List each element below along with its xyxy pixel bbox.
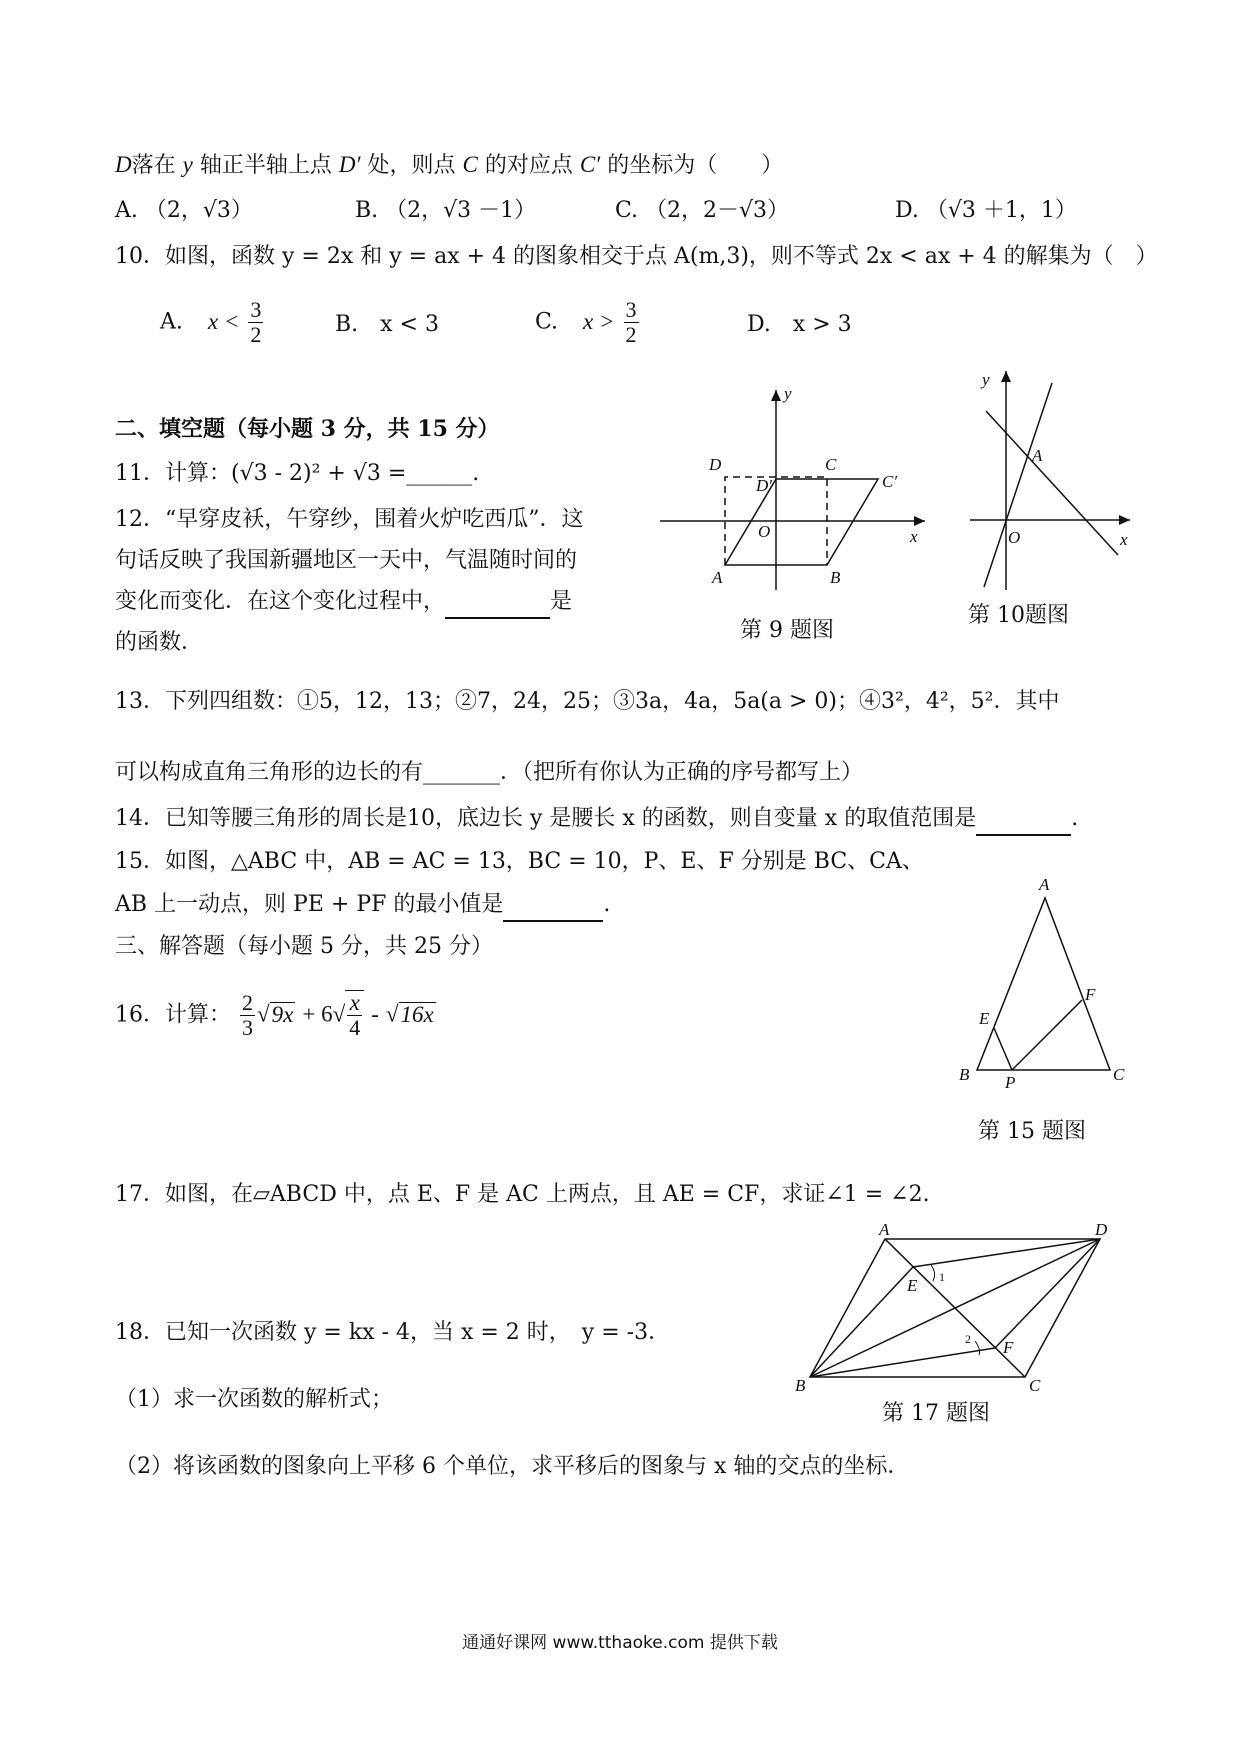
q17: 17．如图，在▱ABCD 中，点 E、F 是 AC 上两点，且 AE = CF，求证∠1 = ∠2.	[115, 1182, 930, 1207]
svg-text:F: F	[1085, 985, 1096, 1004]
q10-option-c: C. x > $\frac{3}{2}$	[535, 297, 637, 347]
q14: 14．已知等腰三角形的周长是10，底边长 y 是腰长 x 的函数，则自变量 x 的取值范围是 .	[115, 804, 1078, 836]
svg-text:D: D	[1095, 1220, 1108, 1239]
q9-option-d: D. （√3 ＋1，1）	[895, 198, 1077, 223]
q16: 16．计算： $\frac{2}{3}$ √9x + 6√ $\frac{x}{4}$ - √16x	[115, 990, 434, 1040]
q15-line1: 15．如图，△ABC 中，AB = AC = 13，BC = 10，P、E、F 分别是 BC、CA、	[115, 849, 924, 874]
fraction-3-2: $\frac{3}{2}$	[625, 297, 637, 347]
q10-option-a: A. x < $\frac{3}{2}$	[160, 297, 262, 347]
q10-stem: 10．如图，函数 y = 2x 和 y = ax + 4 的图象相交于点 A(m,3)，则不等式 2x < ax + 4 的解集为（ ）	[115, 244, 1158, 269]
svg-text:D: D	[709, 455, 722, 474]
svg-text:B: B	[959, 1065, 970, 1084]
q10-option-b: B. x < 3	[335, 312, 439, 337]
q12-line2: 句话反映了我国新疆地区一天中，气温随时间的	[115, 548, 578, 573]
svg-text:C: C	[1029, 1376, 1041, 1395]
figure-15	[955, 870, 1155, 1095]
parallelogram	[725, 479, 878, 565]
q18-stem: 18．已知一次函数 y = kx - 4，当 x = 2 时， y = -3．	[115, 1320, 671, 1345]
svg-text:F: F	[1003, 1338, 1014, 1357]
fig17-caption: 第 17 题图	[882, 1401, 990, 1426]
segment-pe	[994, 1028, 1012, 1070]
q13-line1: 13．下列四组数：①5，12，13；②7，24，25；③3a，4a，5a(a > 0)；④3²，4²，5²．其中	[115, 689, 1060, 714]
svg-text:E: E	[907, 1276, 918, 1295]
section-3-title: 三、解答题（每小题 5 分，共 25 分）	[115, 934, 493, 959]
svg-text:1: 1	[939, 1270, 945, 1284]
svg-text:B: B	[795, 1376, 806, 1395]
segment-pf	[1012, 1000, 1082, 1070]
answer-blank	[503, 890, 603, 922]
svg-text:A: A	[1032, 446, 1043, 465]
svg-text:y: y	[784, 384, 792, 403]
q9-option-b: B. （2，√3 －1）	[355, 198, 537, 223]
fig15-caption: 第 15 题图	[978, 1119, 1086, 1144]
q13-line2: 可以构成直角三角形的边长的有_______．（把所有你认为正确的序号都写上）	[115, 760, 864, 785]
q12-line3: 变化而变化．在这个变化过程中， 是	[115, 587, 572, 619]
figure-9	[660, 385, 940, 615]
svg-text:A: A	[712, 568, 723, 587]
q18-part2: （2）将该函数的图象向上平移 6 个单位，求平移后的图象与 x 轴的交点的坐标．	[115, 1454, 910, 1479]
section-2-title: 二、填空题（每小题 3 分，共 15 分）	[115, 416, 500, 442]
x-axis-arrow	[914, 516, 925, 526]
figure-10	[970, 365, 1150, 595]
y-axis-arrow	[1001, 371, 1011, 382]
q15-line2: AB 上一动点，则 PE + PF 的最小值是 .	[115, 890, 610, 922]
svg-text:y: y	[982, 370, 990, 389]
angle-1-arc	[931, 1265, 935, 1281]
svg-text:O: O	[1008, 528, 1021, 547]
figure-17	[795, 1220, 1125, 1395]
svg-text:C: C	[1113, 1065, 1125, 1084]
svg-text:A: A	[879, 1220, 890, 1239]
svg-text:2: 2	[965, 1332, 971, 1346]
svg-text:P: P	[1005, 1073, 1016, 1092]
svg-text:A: A	[1039, 875, 1050, 894]
y-axis-arrow	[771, 390, 781, 401]
footer-source: 通通好课网 www.tthaoke.com 提供下载	[462, 1633, 778, 1653]
answer-blank	[976, 804, 1071, 836]
line-y-2x	[984, 383, 1052, 587]
segment-bf	[810, 1348, 995, 1377]
q9-option-c: C. （2，2－√3）	[615, 198, 790, 223]
q12-line1: 12．“早穿皮袄，午穿纱，围着火炉吃西瓜”．这	[115, 507, 584, 532]
diagonal-bd	[810, 1239, 1100, 1377]
fraction-3-2: $\frac{3}{2}$	[250, 297, 262, 347]
q18-part1: （1）求一次函数的解析式；	[115, 1387, 393, 1412]
answer-blank	[445, 587, 550, 619]
svg-text:B: B	[830, 568, 841, 587]
svg-text:D′: D′	[756, 476, 772, 495]
q12-line4: 的函数．	[115, 630, 204, 655]
svg-text:C′: C′	[882, 472, 898, 491]
x-axis-arrow	[1119, 515, 1130, 525]
angle-2-arc	[975, 1341, 980, 1355]
svg-text:E: E	[979, 1009, 990, 1028]
svg-text:C: C	[825, 455, 837, 474]
svg-text:x: x	[1120, 530, 1128, 549]
q9-continuation: D落在 y 轴正半轴上点 D′ 处，则点 C 的对应点 C′ 的坐标为（ ）	[115, 152, 784, 178]
fig10-caption: 第 10题图	[968, 603, 1069, 628]
q9-option-a: A. （2，√3）	[115, 198, 253, 223]
svg-text:O: O	[758, 522, 771, 541]
svg-text:x: x	[910, 527, 918, 546]
q11: 11．计算：(√3 - 2)² + √3 =______.	[115, 461, 480, 486]
segment-fd	[995, 1239, 1100, 1348]
q10-option-d: D. x > 3	[747, 312, 852, 337]
fig9-caption: 第 9 题图	[740, 618, 834, 643]
triangle-abc	[977, 898, 1110, 1070]
